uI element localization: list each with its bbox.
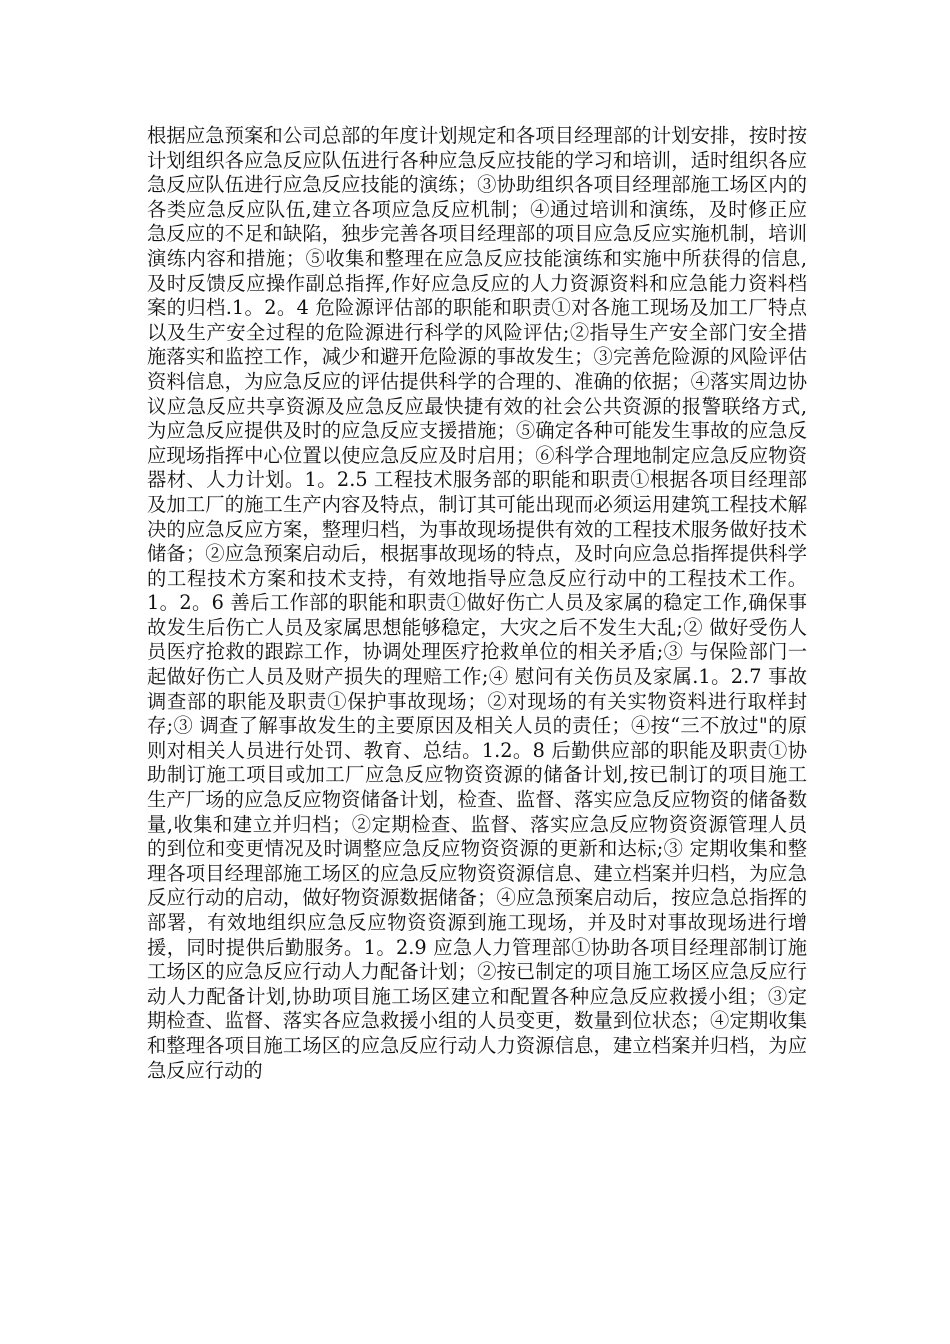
body-paragraph: 根据应急预案和公司总部的年度计划规定和各项目经理部的计划安排，按时按计划组织各应急反应队伍进行各种应急反应技能的学习和培训，适时组织各应急反应队伍进行应急反应技能的演练；③协助组织各项目经理部施工场区内的各类应急反应队伍,建立各项应急反应机制；④通过培训和演练，及时修正应急反应的不足和缺陷，独步完善各项目经理部的项目应急反应实施机制，培训演练内容和措施；⑤收集和整理在应急反应技能演练和实施中所获得的信息,及时反馈反应操作副总指挥,作好应急反应的人力资源资料和应急能力资料档案的归档.1。2。4 危险源评估部的职能和职责①对各施工现场及加工厂特点以及生产安全过程的危险源进行科学的风险评估;②指导生产安全部门安全措施落实和监控工作，减少和避开危险源的事故发生；③完善危险源的风险评估资料信息，为应急反应的评估提供科学的合理的、准确的依据；④落实周边协议应急反应共享资源及应急反应最快捷有效的社会公共资源的报警联络方式,为应急反应提供及时的应急反应支援措施；⑤确定各种可能发生事故的应急反应现场指挥中心位置以使应急反应及时启用；⑥科学合理地制定应急反应物资器材、人力计划。1。2.5 工程技术服务部的职能和职责①根据各项目经理部及加工厂的施工生产内容及特点，制订其可能出现而必须运用建筑工程技术解决的应急反应方案，整理归档，为事故现场提供有效的工程技术服务做好技术储备；②应急预案启动后，根据事故现场的特点，及时向应急总指挥提供科学的工程技术方案和技术支持，有效地指导应急反应行动中的工程技术工作。1。2。6 善后工作部的职能和职责①做好伤亡人员及家属的稳定工作,确保事故发生后伤亡人员及家属思想能够稳定，大灾之后不发生大乱;② 做好受伤人员医疗抢救的跟踪工作，协调处理医疗抢救单位的相关矛盾;③ 与保险部门一起做好伤亡人员及财产损失的理赔工作;④ 慰问有关伤员及家属.1。2.7 事故调查部的职能及职责①保护事故现场；②对现场的有关实物资料进行取样封存;③ 调查了解事故发生的主要原因及相关人员的责任；④按“三不放过"的原则对相关人员进行处罚、教育、总结。1.2。8 后勤供应部的职能及职责①协助制订施工项目或加工厂应急反应物资资源的储备计划,按已制订的项目施工生产厂场的应急反应物资储备计划，检查、监督、落实应急反应物资的储备数量,收集和建立并归档；②定期检查、监督、落实应急反应物资资源管理人员的到位和变更情况及时调整应急反应物资资源的更新和达标;③ 定期收集和整理各项目经理部施工场区的应急反应物资资源信息、建立档案并归档，为应急反应行动的启动，做好物资源数据储备；④应急预案启动后，按应急总指挥的部署，有效地组织应急反应物资资源到施工现场，并及时对事故现场进行增援，同时提供后勤服务。1。2.9 应急人力管理部①协助各项目经理部制订施工场区的应急反应行动人力配备计划；②按已制定的项目施工场区应急反应行动人力配备计划,协助项目施工场区建立和配置各种应急反应救援小组；③定期检查、监督、落实各应急救援小组的人员变更，数量到位状态；④定期收集和整理各项目施工场区的应急反应行动人力资源信息，建立档案并归档，为应急反应行动的 <box>147 124 807 1082</box>
